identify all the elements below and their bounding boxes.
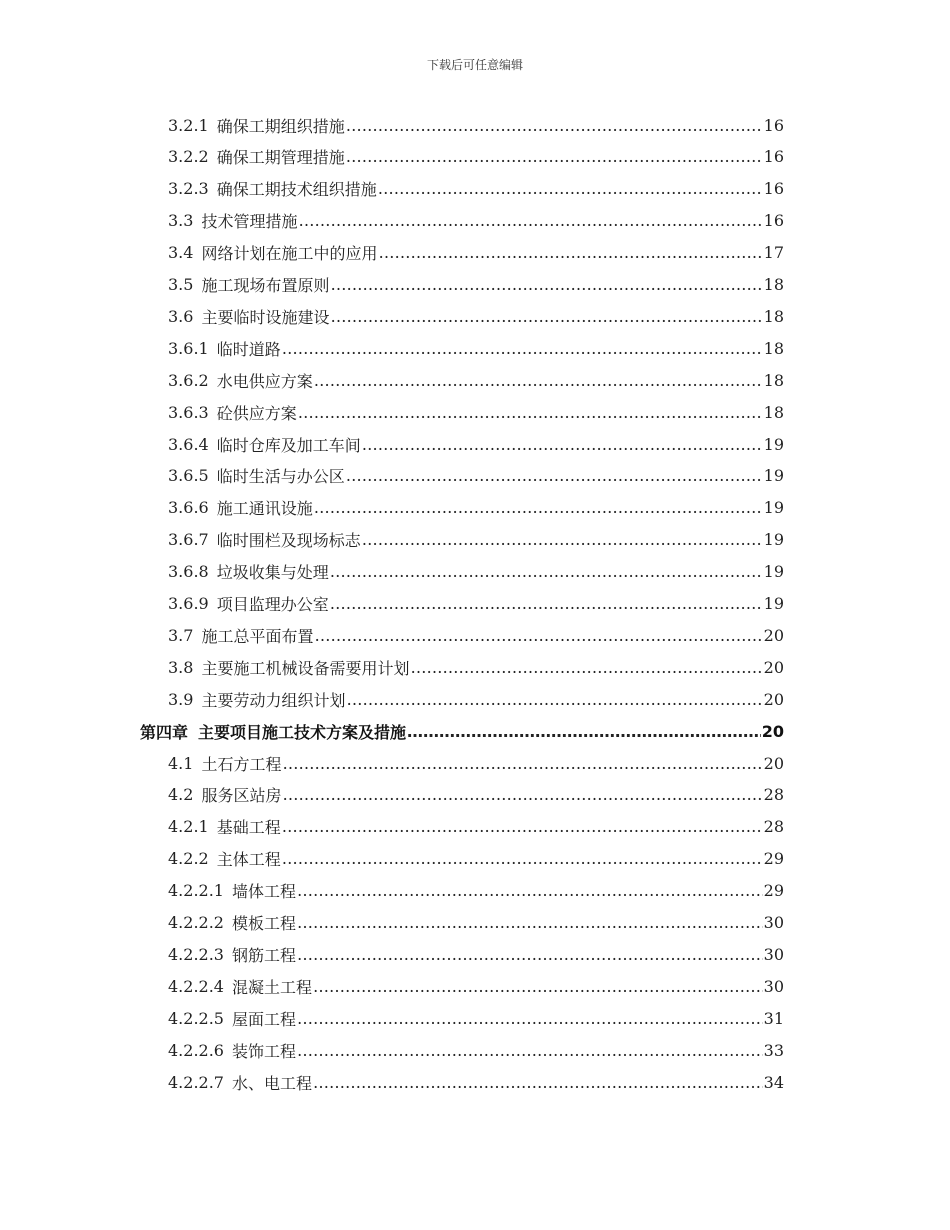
toc-entry-number: 4.2.2.2 <box>168 913 224 932</box>
toc-entry-title: 临时仓库及加工车间 <box>216 435 361 455</box>
toc-entry-page-number: 20 <box>763 657 784 677</box>
toc-dot-leader <box>313 1073 763 1092</box>
toc-entry-page-number: 19 <box>763 434 784 454</box>
toc-entry-page-number: 16 <box>763 115 784 135</box>
toc-entry-number: 3.4 <box>168 243 194 263</box>
toc-entry-title: 临时围栏及现场标志 <box>216 531 361 551</box>
toc-entry-title: 钢筋工程 <box>231 945 296 965</box>
toc-entry[interactable] <box>168 683 784 715</box>
toc-entry-number: 4.2.2.4 <box>168 976 224 996</box>
toc-dot-leader <box>314 626 762 645</box>
toc-entry-title: 水电供应方案 <box>216 371 313 391</box>
toc-entry-page-number: 16 <box>763 211 784 231</box>
toc-entry-title: 基础工程 <box>216 818 281 838</box>
toc-entry-number: 3.2.2 <box>168 147 209 167</box>
toc-entry-number: 3.5 <box>168 275 194 294</box>
toc-entry[interactable] <box>168 907 784 939</box>
toc-entry-title: 屋面工程 <box>231 1009 296 1029</box>
toc-dot-leader <box>346 147 763 166</box>
toc-entry-title: 确保工期组织措施 <box>216 116 345 136</box>
toc-entry-number: 3.6.9 <box>168 594 209 613</box>
toc-entry[interactable] <box>168 428 784 460</box>
toc-entry-title: 网络计划在施工中的应用 <box>201 244 378 264</box>
toc-entry-page-number: 31 <box>763 1008 784 1028</box>
toc-entry-page-number: 19 <box>763 466 784 486</box>
toc-entry-title: 水、电工程 <box>231 1073 312 1093</box>
toc-dot-leader <box>298 211 762 230</box>
toc-dot-leader <box>297 1041 763 1060</box>
toc-entry-title: 混凝土工程 <box>231 977 312 997</box>
toc-entry-page-number: 18 <box>763 402 784 422</box>
toc-entry-number: 4.2.2 <box>168 849 209 869</box>
toc-dot-leader <box>330 562 763 581</box>
toc-entry[interactable] <box>168 1002 784 1034</box>
toc-entry-page-number: 16 <box>763 147 784 167</box>
toc-dot-leader <box>282 817 763 836</box>
toc-entry[interactable] <box>168 619 784 651</box>
toc-entry-number: 3.6.4 <box>168 434 209 454</box>
toc-entry-number: 3.9 <box>168 689 194 709</box>
toc-entry-number: 3.2.1 <box>168 115 209 135</box>
toc-entry-page-number: 20 <box>763 625 784 645</box>
toc-dot-leader <box>314 498 763 517</box>
toc-entry-title: 项目监理办公室 <box>216 595 329 614</box>
toc-entry-page-number: 29 <box>763 849 784 869</box>
toc-entry-title: 施工现场布置原则 <box>201 276 330 295</box>
toc-entry-page-number: 18 <box>763 370 784 390</box>
toc-entry[interactable] <box>168 970 784 1002</box>
toc-entry-page-number: 18 <box>763 306 784 326</box>
toc-entry-page-number: 19 <box>763 594 784 613</box>
toc-dot-leader <box>298 403 763 422</box>
toc-entry[interactable] <box>168 875 784 907</box>
toc-entry-title: 临时生活与办公区 <box>216 467 345 487</box>
toc-entry-page-number: 19 <box>763 562 784 582</box>
toc-dot-leader <box>297 881 763 900</box>
toc-dot-leader <box>346 466 763 485</box>
toc-dot-leader <box>378 243 762 262</box>
toc-entry[interactable] <box>168 332 784 364</box>
toc-entry-page-number: 29 <box>763 881 784 901</box>
toc-entry[interactable] <box>168 492 784 524</box>
toc-entry-title: 主要临时设施建设 <box>201 307 330 327</box>
toc-dot-leader <box>282 785 762 804</box>
toc-entry[interactable] <box>168 237 784 269</box>
toc-dot-leader <box>346 116 763 135</box>
toc-entry-number: 4.2.2.3 <box>168 944 224 964</box>
toc-entry-number: 3.8 <box>168 657 194 677</box>
toc-entry[interactable] <box>168 811 784 843</box>
toc-entry-number: 3.6.2 <box>168 370 209 390</box>
toc-entry-page-number: 19 <box>763 530 784 550</box>
toc-entry-page-number: 30 <box>763 976 784 996</box>
toc-entry-number: 4.2.2.1 <box>168 881 224 901</box>
toc-dot-leader <box>282 754 762 773</box>
toc-entry-number: 4.2 <box>168 785 194 805</box>
toc-entry-number: 3.7 <box>168 625 194 645</box>
toc-entry[interactable] <box>168 1034 784 1066</box>
toc-dot-leader <box>330 307 762 326</box>
toc-entry-title: 垃圾收集与处理 <box>216 563 329 583</box>
toc-entry[interactable] <box>168 205 784 237</box>
toc-entry-title: 模板工程 <box>231 914 296 933</box>
toc-entry-title: 施工通讯设施 <box>216 499 313 519</box>
toc-entry[interactable] <box>168 396 784 428</box>
toc-entry-number: 3.6 <box>168 306 194 326</box>
toc-dot-leader <box>378 179 763 198</box>
toc-dot-leader <box>297 945 763 964</box>
toc-entry-page-number: 30 <box>763 913 784 932</box>
toc-entry[interactable] <box>168 300 784 332</box>
toc-dot-leader <box>362 435 763 454</box>
toc-entry-page-number: 19 <box>763 498 784 518</box>
toc-dot-leader <box>330 275 762 294</box>
toc-dot-leader <box>410 658 762 677</box>
toc-entry-page-number: 16 <box>763 179 784 199</box>
toc-entry-number: 3.3 <box>168 211 194 231</box>
toc-dot-leader <box>362 530 763 549</box>
toc-entry-page-number: 33 <box>763 1040 784 1060</box>
toc-entry[interactable] <box>168 173 784 205</box>
toc-entry-title: 临时道路 <box>216 339 281 359</box>
toc-entry-title: 施工总平面布置 <box>201 626 314 646</box>
toc-entry-number: 3.6.8 <box>168 562 209 582</box>
toc-entry-title: 装饰工程 <box>231 1041 296 1061</box>
toc-entry-number: 3.6.7 <box>168 530 209 550</box>
toc-entry-number: 4.1 <box>168 753 194 773</box>
toc-entry-number: 4.2.2.5 <box>168 1008 224 1028</box>
toc-entry[interactable] <box>168 141 784 173</box>
toc-entry-page-number: 18 <box>763 338 784 358</box>
toc-dot-leader <box>297 913 763 932</box>
toc-dot-leader <box>407 722 761 741</box>
toc-dot-leader <box>346 690 762 709</box>
toc-entry-number: 4.2.2.7 <box>168 1072 224 1092</box>
toc-entry-page-number: 17 <box>763 243 784 263</box>
toc-entry-title: 主要劳动力组织计划 <box>201 690 346 710</box>
toc-entry[interactable] <box>168 364 784 396</box>
toc-entry-page-number: 20 <box>763 689 784 709</box>
toc-entry-page-number: 18 <box>763 275 784 294</box>
toc-entry[interactable] <box>168 1066 784 1098</box>
toc-entry-title: 确保工期管理措施 <box>216 148 345 168</box>
toc-entry-number: 4.2.2.6 <box>168 1040 224 1060</box>
toc-entry-title: 确保工期技术组织措施 <box>216 180 377 200</box>
toc-entry-number: 3.2.3 <box>168 179 209 199</box>
toc-dot-leader <box>313 977 763 996</box>
toc-entry[interactable] <box>168 779 784 811</box>
toc-entry-title: 服务区站房 <box>201 786 282 806</box>
toc-entry[interactable] <box>168 556 784 588</box>
toc-entry-title: 墙体工程 <box>231 882 296 902</box>
toc-entry-number: 3.6.6 <box>168 498 209 518</box>
toc-entry-number: 4.2.1 <box>168 817 209 837</box>
toc-dot-leader <box>282 339 763 358</box>
toc-dot-leader <box>330 594 763 613</box>
toc-entry[interactable] <box>168 588 784 620</box>
toc-entry-number: 3.6.1 <box>168 338 209 358</box>
toc-entry[interactable] <box>168 843 784 875</box>
toc-entry[interactable] <box>168 460 784 492</box>
toc-entry-title: 主要施工机械设备需要用计划 <box>201 658 410 678</box>
page-header-note: 下载后可任意编辑 <box>426 58 523 72</box>
toc-entry[interactable] <box>168 269 784 301</box>
toc-entry-title: 主要项目施工技术方案及措施 <box>198 722 407 742</box>
toc-dot-leader <box>297 1009 763 1028</box>
toc-entry[interactable] <box>168 524 784 556</box>
toc-entry-title: 主体工程 <box>216 850 281 870</box>
toc-entry[interactable] <box>168 747 784 779</box>
toc-entry-page-number: 20 <box>763 753 784 773</box>
toc-dot-leader <box>282 849 763 868</box>
toc-chapter-entry[interactable] <box>140 715 784 747</box>
toc-entry-title: 土石方工程 <box>201 754 282 774</box>
toc-entry[interactable] <box>168 938 784 970</box>
toc-entry[interactable] <box>168 109 784 141</box>
toc-entry-page-number: 28 <box>763 785 784 805</box>
toc-entry-page-number: 34 <box>763 1072 784 1092</box>
toc-entry-page-number: 30 <box>763 944 784 964</box>
toc-entry-page-number: 28 <box>763 817 784 837</box>
toc-entry[interactable] <box>168 651 784 683</box>
toc-dot-leader <box>314 371 763 390</box>
toc-entry-title: 技术管理措施 <box>201 212 298 232</box>
toc-entry-number: 第四章 <box>140 722 189 742</box>
toc-entry-number: 3.6.5 <box>168 466 209 486</box>
toc-entry-page-number: 20 <box>761 721 784 741</box>
toc-entry-title: 砼供应方案 <box>216 403 297 423</box>
toc-entry-number: 3.6.3 <box>168 402 209 422</box>
